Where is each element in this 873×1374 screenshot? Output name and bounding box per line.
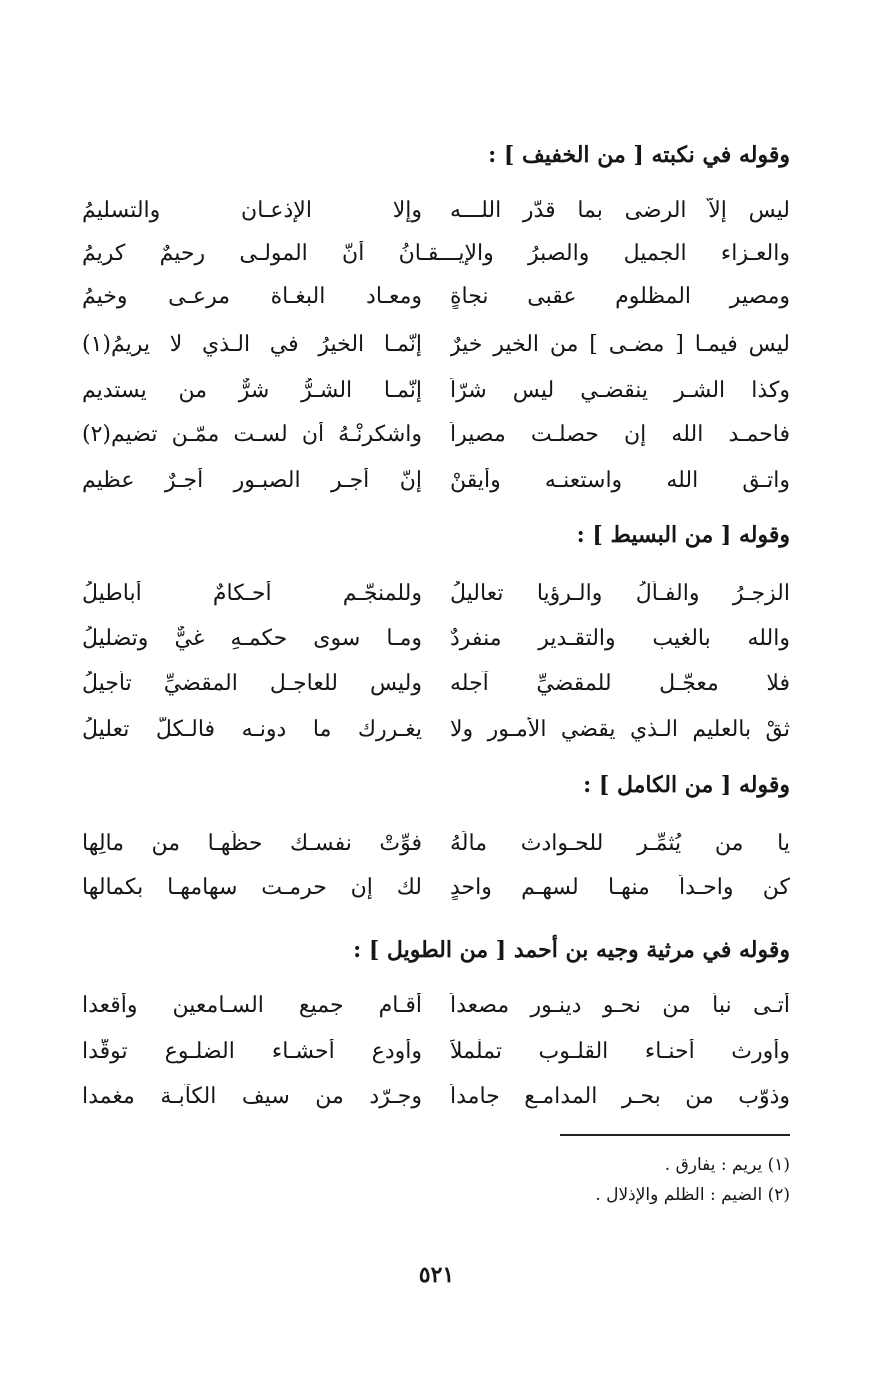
- verse-first-hemistich: يا من يُثمِّـر للحـوادث مالَهُ: [450, 830, 790, 856]
- verse-first-hemistich: واتـق الله واستعنـه وأيقنْ: [450, 467, 790, 493]
- verse-line: [82, 414, 790, 454]
- verse-line: [82, 823, 790, 863]
- verse-first-hemistich: فاحمـد الله إن حصلـت مصيراً: [450, 421, 790, 447]
- verse-line: [82, 663, 790, 703]
- page-number: ٥٢١: [418, 1262, 455, 1288]
- verse-second-hemistich: يغـررك ما دونـه فالـكلُّ تعليلُ: [82, 716, 422, 742]
- verse-line: [82, 1076, 790, 1116]
- verse-line: [82, 276, 790, 316]
- verse-line: [82, 324, 790, 364]
- verse-line: [82, 1031, 790, 1071]
- verse-full-line: والعـزاء الجميل والصبرُ والإيـــقـانُ أنّ المولـى رحيمٌ كريمُ: [82, 240, 790, 266]
- poem-intro: وقوله في مرثية وجيه بن أحمد [ من الطويل ] :: [353, 937, 790, 963]
- verse-second-hemistich: إنّ أجـر الصبـور أجـرٌ عظيم: [82, 467, 422, 493]
- verse-first-hemistich: وأورث أحنـاء القلـوب تملْملاً: [450, 1038, 790, 1064]
- verse-first-hemistich: الزجـرُ والفـألُ والـرؤيا تعاليلُ: [450, 580, 790, 606]
- verse-line: [82, 233, 790, 273]
- verse-first-hemistich: وذوّب من بحـر المدامـع جامداً: [450, 1083, 790, 1109]
- verse-second-hemistich: وأودع أحشـاء الضلـوع توقّدا: [82, 1038, 422, 1064]
- verse-first-hemistich: ليس فيمـا [ مضـى ] من الخير خيرٌ: [450, 331, 790, 357]
- poem-intro: وقوله [ من البسيط ] :: [576, 522, 790, 548]
- verse-first-hemistich: والله بالغيب والتقـدير منفردٌ: [450, 625, 790, 651]
- verse-first-hemistich: وكذا الشـر ينقضـي ليس شرّاً: [450, 377, 790, 403]
- verse-line: [82, 190, 790, 230]
- verse-second-hemistich: إنّمـا الشـرُّ شرٌّ من يستديم: [82, 377, 422, 403]
- verse-second-hemistich: وجـرّد من سيف الكآبـة مغمدا: [82, 1083, 422, 1109]
- verse-line: [82, 867, 790, 907]
- verse-second-hemistich: وإلا الإذعـان والتسليمُ: [82, 197, 422, 223]
- verse-line: [82, 709, 790, 749]
- footnote-separator: [560, 1134, 790, 1136]
- verse-second-hemistich: ومعـاد البغـاة مرعـى وخيمُ: [82, 283, 422, 309]
- verse-first-hemistich: كن واحـداً منهـا لسهـمٍ واحدٍ: [450, 874, 790, 900]
- poem-intro: وقوله في نكبته [ من الخفيف ] :: [488, 142, 790, 168]
- verse-first-hemistich: ومصير المظلوم عقبى نجاةٍ: [450, 283, 790, 309]
- verse-second-hemistich: فوِّتْ نفسـك حظَّهـا من مالِها: [82, 830, 422, 856]
- verse-second-hemistich: ومـا سوى حكمـهِ غيٌّ وتضليلُ: [82, 625, 422, 651]
- verse-second-hemistich: أقـام جميع السـامعين وأقعدا: [82, 992, 422, 1018]
- verse-line: [82, 370, 790, 410]
- verse-line: [82, 573, 790, 613]
- verse-line: [82, 618, 790, 658]
- verse-first-hemistich: ليس إلاّ الرضى بما قدّر اللـــه: [450, 197, 790, 223]
- verse-first-hemistich: ثقْ بالعليم الـذي يقضي الأمـور ولا: [450, 716, 790, 742]
- verse-line: [82, 460, 790, 500]
- verse-first-hemistich: أتـى نبأٌ من نحـو دينـور مصعداً: [450, 992, 790, 1018]
- poem-intro: وقوله [ من الكامل ] :: [583, 772, 790, 798]
- footnote: (١) يريم : يفارق .: [664, 1155, 790, 1175]
- footnote: (٢) الضيم : الظلم والإذلال .: [595, 1185, 790, 1205]
- verse-second-hemistich: لك إن حرمـت سهامهـا بكمالها: [82, 874, 422, 900]
- verse-second-hemistich: واشكرنْـهُ أن لسـت ممّـن تضيم(٢): [82, 421, 422, 447]
- verse-second-hemistich: وللمنجّـم أحـكامٌ أباطيلُ: [82, 580, 422, 606]
- verse-second-hemistich: وليس للعاجـل المقضيِّ تأجيلُ: [82, 670, 422, 696]
- verse-second-hemistich: إنّمـا الخيرُ في الـذي لا يريمُ(١): [82, 331, 422, 357]
- verse-first-hemistich: فلا معجّـل للمقضيِّ آجله: [450, 670, 790, 696]
- verse-line: [82, 985, 790, 1025]
